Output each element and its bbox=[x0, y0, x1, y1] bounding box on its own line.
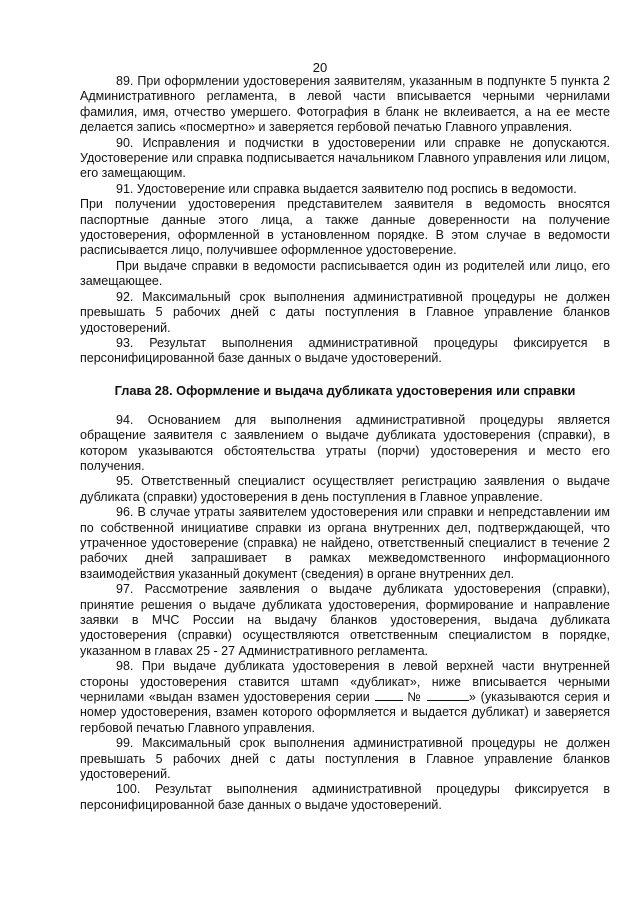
paragraph: 94. Основанием для выполнения административной процедуры является обращение заявителя с заявлением о выдаче дубликата удостоверения (справки), в котором указываются обстоятельства утраты (порчи) удостоверения и место его получения. bbox=[80, 412, 610, 473]
paragraph: 93. Результат выполнения административной процедуры фиксируется в персонифицированной базе данных о выдаче удостоверений. bbox=[80, 335, 610, 366]
paragraphs-top bbox=[80, 74, 610, 367]
paragraphs-bottom-a bbox=[80, 413, 610, 660]
number-blank bbox=[427, 690, 469, 701]
paragraph: 90. Исправления и подчистки в удостоверении или справке не допускаются. Удостоверение или справка подписывается начальником Главного управления или лицом, его замещающим. bbox=[80, 135, 610, 181]
paragraphs-bottom-b bbox=[80, 736, 610, 813]
paragraph-98-part3: » (указываются серия и номер удостоверения, взамен которого оформляется и выдается дубликат) и заверяется гербовой печатью Главного управления. bbox=[80, 690, 611, 735]
paragraph: При получении удостоверения представителем заявителя в ведомость вносятся паспортные данные этого лица, а также данные доверенности на получение удостоверения, оформленной в установленном порядке. В этом случае в ведомости расписывается лицо, получившее оформленное удостоверение. bbox=[80, 197, 610, 258]
series-blank bbox=[375, 690, 403, 701]
paragraph-98-part1: 98. При выдаче дубликата удостоверения в левой верхней части внутренней стороны удостоверения ставится штамп «дубликат», ниже вписывается черными чернилами «выдан взамен удостоверения серии bbox=[80, 659, 610, 705]
paragraph: При выдаче справки в ведомости расписывается один из родителей или лицо, его замещающее. bbox=[80, 258, 610, 289]
paragraph: 95. Ответственный специалист осуществляет регистрацию заявления о выдаче дубликата (справки) удостоверения в день поступления в Главное управление. bbox=[80, 474, 610, 504]
paragraph: 91. Удостоверение или справка выдается заявителю под роспись в ведомости. bbox=[116, 181, 577, 196]
paragraph-98 bbox=[80, 659, 610, 736]
paragraph-98-part2: № bbox=[402, 690, 427, 705]
paragraph: 100. Результат выполнения административной процедуры фиксируется в персонифицированной базе данных о выдаче удостоверений. bbox=[80, 782, 610, 812]
paragraph: 96. В случае утраты заявителем удостоверения или справки и непредставлении им по собственной инициативе справки из органа внутренних дел, подтверждающей, что утраченное удостоверение (справка) не найдено, ответственный специалист в течение 2 рабочих дней запрашивает в рамках межведомственного информационного взаимодействия указанный документ (сведения) в органе внутренних дел. bbox=[80, 505, 610, 581]
paragraph: 97. Рассмотрение заявления о выдаче дубликата удостоверения (справки), принятие решения о выдаче дубликата удостоверения, формирование и направление заявки в МЧС России на выдачу бланков удостоверения, выдача дубликата удостоверения (справки) осуществляются ответственным специалистом в порядке, указанном в главах 25 - 27 Административного регламента. bbox=[80, 582, 610, 658]
paragraph: 89. При оформлении удостоверения заявителям, указанным в подпункте 5 пункта 2 Административного регламента, в левой части вписывается черными чернилами фамилия, имя, отчество умершего. Фотография в бланк не вклеивается, а на ее месте делается запись «посмертно» и заверяется гербовой печатью Главного управления. bbox=[80, 74, 610, 135]
document-body bbox=[80, 74, 610, 813]
chapter-heading: Глава 28. Оформление и выдача дубликата удостоверения или справки bbox=[114, 382, 576, 398]
paragraph: 99. Максимальный срок выполнения административной процедуры не должен превышать 5 рабочих дней с даты поступления в Главное управление бланков удостоверений. bbox=[80, 736, 610, 782]
page-number: 20 bbox=[312, 60, 328, 75]
paragraph: 92. Максимальный срок выполнения административной процедуры не должен превышать 5 рабочих дней с даты поступления в Главное управление бланков удостоверений. bbox=[80, 289, 610, 335]
